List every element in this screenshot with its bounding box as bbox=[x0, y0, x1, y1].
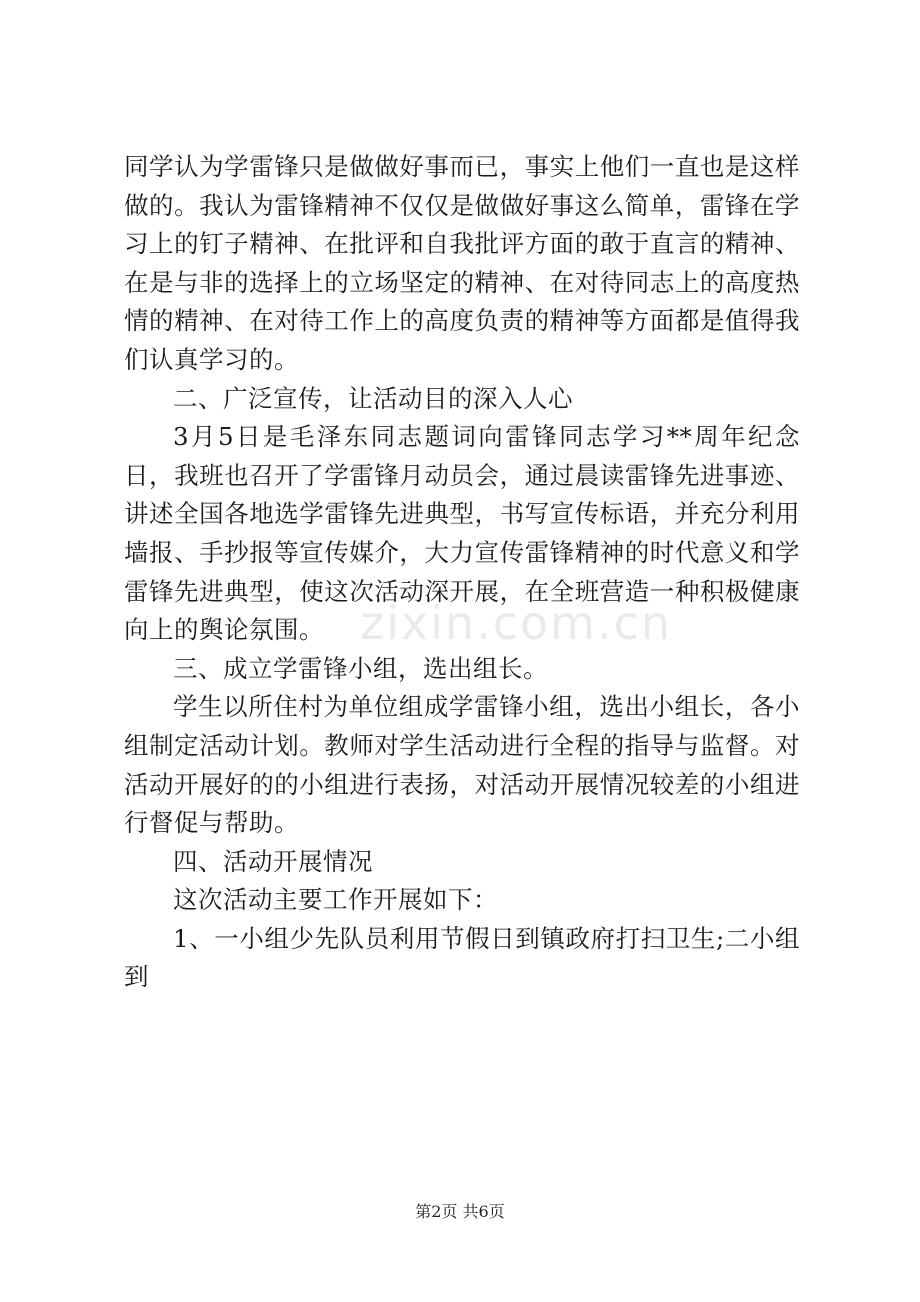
paragraph-intro-list: 这次活动主要工作开展如下： bbox=[173, 885, 498, 915]
watermark: zixin.com.cn bbox=[360, 596, 673, 650]
paragraph-groups: 学生以所住村为单位组成学雷锋小组，选出小组长，各小组制定活动计划。教师对学生活动进行全程的指导与监督。对活动开展好的的小组进行表扬，对活动开展情况较差的小组进行督促与帮助。 bbox=[124, 692, 800, 838]
paragraph-continuation: 同学认为学雷锋只是做做好事而已，事实上他们一直也是这样做的。我认为雷锋精神不仅仅是做做好事这么简单，雷锋在学习上的钉子精神、在批评和自我批评方面的敢于直言的精神、在是与非的选择上的立场坚定的精神、在对待同志上的高度热情的精神、在对待工作上的高度负责的精神等方面都是值得我们认真学习的。 bbox=[124, 152, 800, 374]
section-heading-4: 四、活动开展情况 bbox=[173, 846, 373, 876]
page-footer: 第2页 共6页 bbox=[415, 1202, 505, 1221]
paragraph-publicity: 3月5日是毛泽东同志题词向雷锋同志学习**周年纪念日，我班也召开了学雷锋月动员会，通过晨读雷锋先进事迹、讲述全国各地选学雷锋先进典型，书写宣传标语，并充分利用墙报、手抄报等宣传媒介，大力宣传雷锋精神的时代意义和学雷锋先进典型，使这次活动深开展，在全班营造一种积极健康向上的舆论氛围。 bbox=[124, 422, 800, 645]
list-item-1: 1、一小组少先队员利用节假日到镇政府打扫卫生;二小组到 bbox=[124, 923, 800, 992]
document-body bbox=[124, 148, 800, 997]
section-heading-3: 三、成立学雷锋小组，选出组长。 bbox=[173, 653, 548, 683]
section-heading-2: 二、广泛宣传，让活动目的深入人心 bbox=[173, 383, 573, 413]
